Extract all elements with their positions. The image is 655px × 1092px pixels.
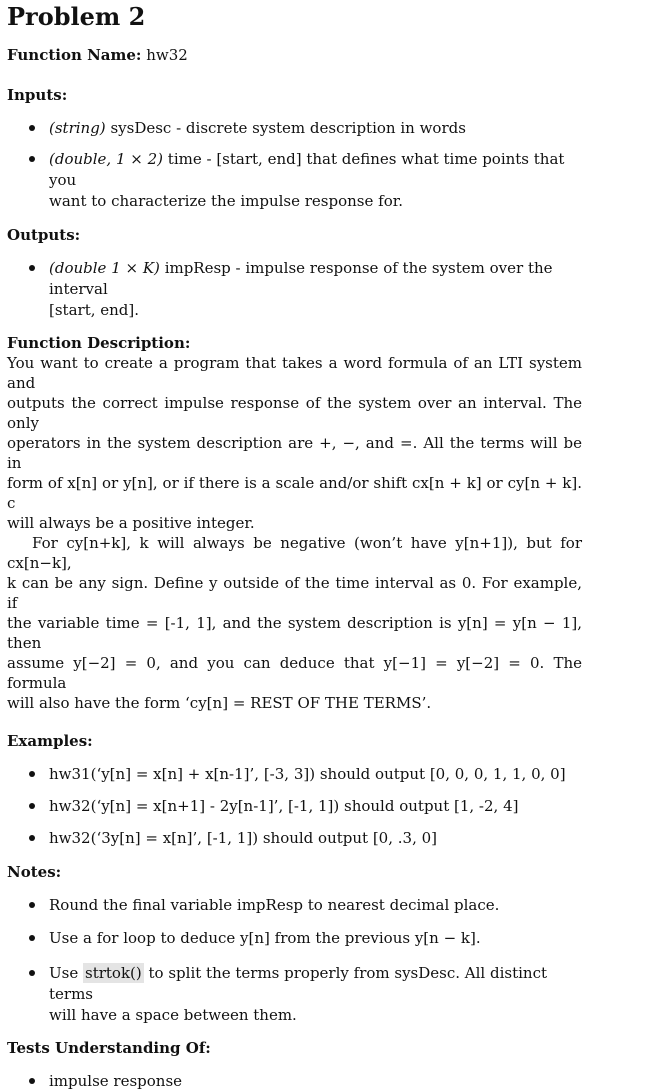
description-line: outputs the correct impulse response of the system over an interval. The only [7, 394, 582, 432]
description-line: k can be any sign. Define y outside of the time interval as 0. For example, if [7, 574, 582, 612]
list-item [7, 258, 582, 321]
tests-heading: Tests Understanding Of: [7, 1039, 211, 1057]
inputs-heading: Inputs: [7, 86, 68, 104]
input-text: sysDesc - discrete system description in words [110, 119, 466, 137]
description-line: will always be a positive integer. [7, 514, 255, 532]
input-type: (double, 1 × 2) [49, 150, 164, 168]
note-text-post: to split the terms properly from sysDesc. All distinct terms [49, 964, 547, 1003]
description-line: You want to create a program that takes a word formula of an LTI system and [7, 354, 582, 392]
bullet-icon [29, 1078, 35, 1084]
function-description [7, 353, 582, 713]
function-name-value: hw32 [146, 46, 188, 64]
list-item [7, 895, 582, 916]
test-text: impulse response [49, 1072, 183, 1090]
input-text: time - [start, end] that defines what time points that you [49, 150, 565, 189]
description-heading: Function Description: [7, 334, 191, 352]
bullet-icon [29, 835, 35, 841]
list-item [7, 118, 582, 139]
input-type: (string) [49, 119, 106, 137]
list-item [7, 149, 582, 212]
function-name-line [7, 45, 582, 65]
output-text: impResp - impulse response of the system over the interval [49, 259, 553, 298]
notes-list [7, 895, 582, 1026]
description-line: operators in the system description are +, −, and =. All the terms will be in [7, 434, 582, 472]
bullet-icon [29, 125, 35, 131]
example-text: hw31(‘y[n] = x[n] + x[n-1]’, [-3, 3]) should output [0, 0, 0, 1, 1, 0, 0] [49, 765, 566, 783]
note-text: Use a for loop to deduce y[n] from the previous y[n − k]. [49, 929, 481, 947]
outputs-heading: Outputs: [7, 226, 81, 244]
note-text: Round the final variable impResp to nearest decimal place. [49, 896, 500, 914]
function-name-label: Function Name: [7, 46, 142, 64]
inputs-list [7, 118, 582, 212]
description-line: assume y[−2] = 0, and you can deduce that y[−1] = y[−2] = 0. The formula [7, 654, 582, 692]
list-item [7, 1071, 582, 1092]
list-item [7, 796, 582, 817]
bullet-icon [29, 902, 35, 908]
description-line: For cy[n+k], k will always be negative (won’t have y[n+1]), but for cx[n−k], [7, 534, 582, 572]
page-title: Problem 2 [7, 2, 146, 31]
examples-list [7, 764, 582, 849]
list-item [7, 764, 582, 785]
note-text-continued: will have a space between them. [49, 1006, 297, 1024]
bullet-icon [29, 771, 35, 777]
strtok-code: strtok() [85, 964, 142, 982]
example-text: hw32(‘y[n] = x[n+1] - 2y[n-1]’, [-1, 1]) should output [1, -2, 4] [49, 797, 519, 815]
problem-page [7, 0, 582, 1092]
bullet-icon [29, 156, 35, 162]
list-item [7, 828, 582, 849]
bullet-icon [29, 803, 35, 809]
description-line: form of x[n] or y[n], or if there is a scale and/or shift cx[n + k] or cy[n + k]. c [7, 474, 582, 512]
description-line: the variable time = [-1, 1], and the system description is y[n] = y[n − 1], then [7, 614, 582, 652]
output-type: (double 1 × K) [49, 259, 160, 277]
example-text: hw32(‘3y[n] = x[n]’, [-1, 1]) should output [0, .3, 0] [49, 829, 438, 847]
tests-list [7, 1071, 582, 1092]
examples-heading: Examples: [7, 732, 93, 750]
output-text-continued: [start, end]. [49, 301, 140, 319]
notes-heading: Notes: [7, 863, 62, 881]
bullet-icon [29, 970, 35, 976]
bullet-icon [29, 935, 35, 941]
note-text-pre: Use [49, 964, 79, 982]
outputs-list [7, 258, 582, 321]
list-item [7, 928, 582, 949]
description-line: will also have the form ‘cy[n] = REST OF THE TERMS’. [7, 694, 432, 712]
list-item [7, 963, 582, 1026]
input-text-continued: want to characterize the impulse response for. [49, 192, 404, 210]
bullet-icon [29, 265, 35, 271]
